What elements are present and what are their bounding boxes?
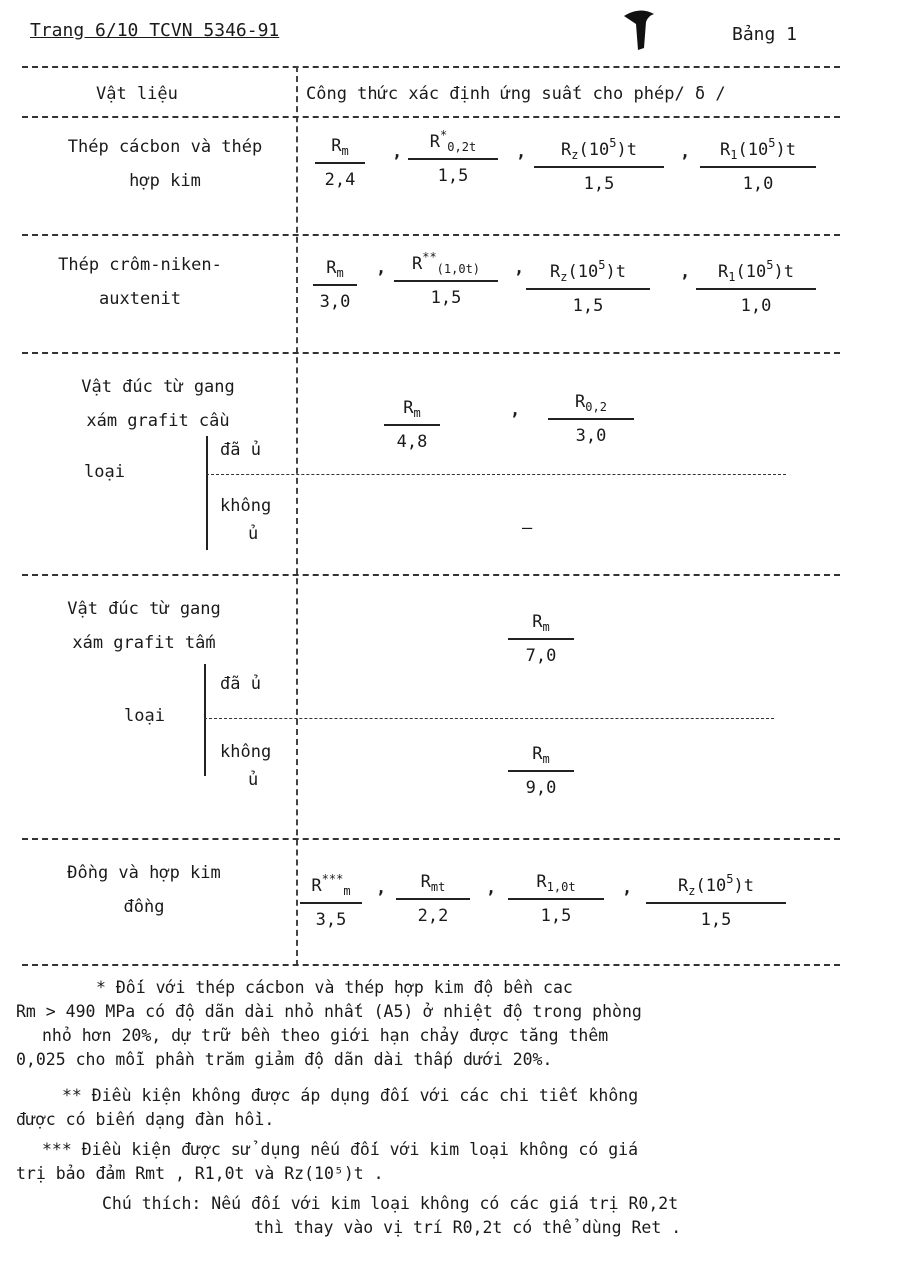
row3-fraction-1: $\frac{R_m}{4,8}$ xyxy=(384,398,440,452)
column-divider xyxy=(296,66,298,966)
row3-brace xyxy=(206,436,208,550)
row5-fraction-1: $\frac{R^{***}_m}{3,5}$ xyxy=(300,872,362,930)
row3-sub-annealed: đã ủ xyxy=(220,440,261,460)
note-1-line-4: 0,025 cho mỗi phần trăm giảm độ dãn dài thấp dưới 20%. xyxy=(16,1050,553,1069)
ink-mark-icon xyxy=(618,6,662,54)
row3-fraction-2: $\frac{R_{0,2}}{3,0}$ xyxy=(548,392,634,446)
row1-fraction-1: $\frac{R_m}{2,4}$ xyxy=(315,136,365,190)
row-separator xyxy=(22,234,840,236)
row1-material: Thép cácbon và thép hợp kim xyxy=(67,137,263,191)
row-separator xyxy=(22,352,840,354)
row4-sub-not-annealed-1: không xyxy=(220,742,272,762)
table-label: Bảng 1 xyxy=(732,24,798,45)
column-header-material: Vật liệu xyxy=(96,84,178,104)
header-separator xyxy=(22,116,840,118)
table-top-border xyxy=(22,66,840,68)
row3-subrow-separator xyxy=(206,474,786,475)
row-separator xyxy=(22,574,840,576)
footnotes xyxy=(16,976,886,1240)
row2-fraction-3: $\frac{R_z(10^5)t}{1,5}$ xyxy=(526,258,650,316)
row4-sub-not-annealed-2: ủ xyxy=(248,770,259,790)
page-reference: Trang 6/10 TCVN 5346-91 xyxy=(30,20,280,41)
note-4-line-2: thì thay vào vị trí R0,2t có thể dùng Ret . xyxy=(254,1218,682,1237)
row1-fraction-3: $\frac{R_z(10^5)t}{1,5}$ xyxy=(534,136,664,194)
row-separator xyxy=(22,838,840,840)
row4-subrow-separator xyxy=(204,718,774,719)
note-2-line-1: ** Điều kiện không được áp dụng đối với các chi tiết không xyxy=(62,1086,639,1105)
row5-fraction-4: $\frac{R_z(10^5)t}{1,5}$ xyxy=(646,872,786,930)
row4-brace xyxy=(204,664,206,776)
row2-fraction-1: $\frac{R_m}{3,0}$ xyxy=(313,258,357,312)
table-bottom-border xyxy=(22,964,840,966)
row3-material: Vật đúc từ gang xám grafit cầu xyxy=(81,377,235,431)
note-3-line-1: *** Điều kiện được sử dụng nếu đối với kim loại không có giá xyxy=(42,1140,639,1159)
row4-fraction-annealed: $\frac{R_m}{7,0}$ xyxy=(508,612,574,666)
row5-fraction-3: $\frac{R_{1,0t}}{1,5}$ xyxy=(508,872,604,926)
row5-fraction-2: $R_{mt}$ 2,2 xyxy=(396,872,470,926)
note-1-line-1: * Đối với thép cácbon và thép hợp kim độ bền cac xyxy=(96,978,573,997)
row2-material: Thép crôm-niken- auxtenit xyxy=(58,255,222,309)
note-2-line-2: được có biến dạng đàn hồi. xyxy=(16,1110,275,1129)
row1-fraction-4: $\frac{R_1(10^5)t}{1,0}$ xyxy=(700,136,816,194)
row4-sub-annealed: đã ủ xyxy=(220,674,261,694)
row2-fraction-2: $\frac{R^{**}_{(1,0t)}}{1,5}$ xyxy=(394,250,498,308)
row3-not-annealed-value: – xyxy=(522,518,533,538)
note-4-line-1: Chú thích: Nếu đối với kim loại không có các giá trị R0,2t xyxy=(102,1194,679,1213)
row4-fraction-not-annealed: $\frac{R_m}{9,0}$ xyxy=(508,744,574,798)
row4-type-label: loại xyxy=(124,706,165,726)
row3-sub-not-annealed-1: không xyxy=(220,496,272,516)
note-3-line-2: trị bảo đảm Rmt , R1,0t và Rz(10⁵)t . xyxy=(16,1164,384,1183)
row3-type-label: loại xyxy=(84,462,125,482)
column-header-formula: Công thức xác định ứng suất cho phép/ δ / xyxy=(306,84,726,104)
row2-fraction-4: $\frac{R_1(10^5)t}{1,0}$ xyxy=(696,258,816,316)
row5-material: Đồng và hợp kim đồng xyxy=(67,863,221,917)
note-1-line-3: nhỏ hơn 20%, dự trữ bền theo giới hạn chảy được tăng thêm xyxy=(42,1026,609,1045)
note-1-line-2: Rm > 490 MPa có độ dãn dài nhỏ nhất (A5) ở nhiệt độ trong phòng xyxy=(16,1002,642,1021)
row1-fraction-2: $\frac{R^*_{0,2t}}{1,5}$ xyxy=(408,128,498,186)
row3-sub-not-annealed-2: ủ xyxy=(248,524,259,544)
row4-material: Vật đúc từ gang xám grafit tấm xyxy=(67,599,221,653)
